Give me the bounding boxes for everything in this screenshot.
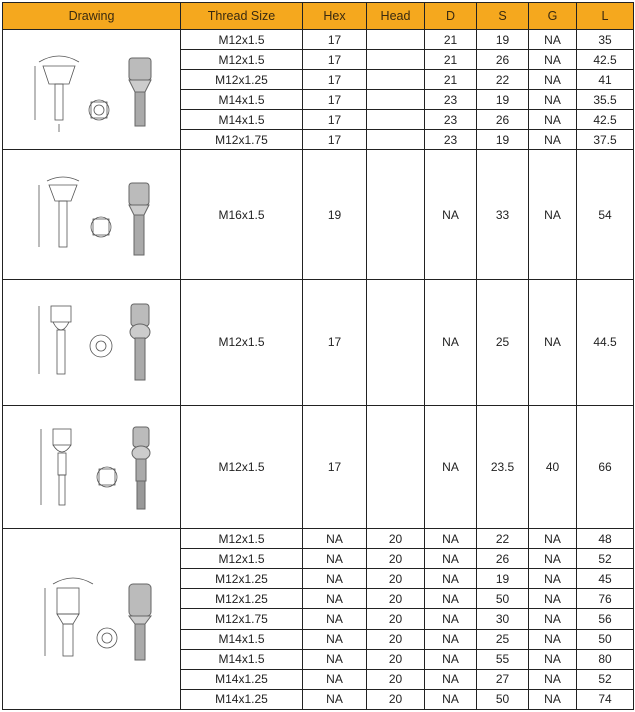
s-cell: 27 [477,669,529,689]
d-cell: NA [425,549,477,569]
col-header-drawing: Drawing [3,3,181,30]
d-cell: NA [425,280,477,406]
s-cell: 25 [477,280,529,406]
d-cell: 23 [425,110,477,130]
head-cell: 20 [367,669,425,689]
thread-size-cell: M12x1.25 [181,569,303,589]
d-cell: 23 [425,90,477,110]
l-cell: 45 [577,569,634,589]
hex-cell: NA [303,649,367,669]
g-cell: NA [529,90,577,110]
g-cell: NA [529,589,577,609]
head-cell: 20 [367,589,425,609]
head-cell: 20 [367,689,425,709]
l-cell: 74 [577,689,634,709]
thread-size-cell: M14x1.25 [181,669,303,689]
table-row [3,405,634,529]
head-cell [367,110,425,130]
cone-seat-long-bolt-drawing-icon [3,165,180,265]
g-cell: NA [529,549,577,569]
l-cell: 48 [577,529,634,549]
d-cell: NA [425,649,477,669]
head-cell [367,405,425,529]
thread-size-cell: M12x1.5 [181,529,303,549]
s-cell: 26 [477,50,529,70]
table-row [3,529,634,549]
d-cell: NA [425,150,477,280]
s-cell: 30 [477,609,529,629]
l-cell: 54 [577,150,634,280]
s-cell: 19 [477,90,529,110]
table-row [3,150,634,280]
g-cell: NA [529,110,577,130]
drawing-cell [3,280,181,406]
thread-size-cell: M12x1.75 [181,609,303,629]
hex-cell: NA [303,669,367,689]
col-header-s: S [477,3,529,30]
g-cell: NA [529,50,577,70]
drawing-cell [3,150,181,280]
hex-cell: 17 [303,90,367,110]
g-cell: NA [529,569,577,589]
s-cell: 22 [477,70,529,90]
head-cell [367,30,425,50]
col-header-g: G [529,3,577,30]
hex-cell: NA [303,549,367,569]
head-cell [367,90,425,110]
d-cell: NA [425,569,477,589]
head-cell: 20 [367,529,425,549]
hex-cell: 17 [303,110,367,130]
hex-cell: 17 [303,70,367,90]
l-cell: 42.5 [577,50,634,70]
stepped-ball-bolt-drawing-icon [3,417,180,517]
thread-size-cell: M12x1.5 [181,549,303,569]
g-cell: NA [529,30,577,50]
g-cell: 40 [529,405,577,529]
hex-cell: 17 [303,30,367,50]
s-cell: 19 [477,130,529,150]
head-cell: 20 [367,569,425,589]
thread-size-cell: M12x1.75 [181,130,303,150]
hex-cell: NA [303,689,367,709]
l-cell: 35.5 [577,90,634,110]
thread-size-cell: M14x1.5 [181,649,303,669]
header-row [3,3,634,30]
hex-cell: NA [303,569,367,589]
hex-cell: 17 [303,130,367,150]
head-cell [367,280,425,406]
head-cell [367,130,425,150]
thread-size-cell: M14x1.5 [181,629,303,649]
g-cell: NA [529,629,577,649]
head-cell [367,150,425,280]
col-header-thread-size: Thread Size [181,3,303,30]
thread-size-cell: M16x1.5 [181,150,303,280]
table-row [3,30,634,50]
thread-size-cell: M12x1.5 [181,50,303,70]
thread-size-cell: M12x1.5 [181,30,303,50]
g-cell: NA [529,529,577,549]
bolt-spec-table [2,2,634,710]
head-cell: 20 [367,609,425,629]
l-cell: 52 [577,549,634,569]
d-cell: 21 [425,50,477,70]
hex-cell: NA [303,529,367,549]
col-header-head: Head [367,3,425,30]
d-cell: NA [425,629,477,649]
hex-cell: NA [303,629,367,649]
g-cell: NA [529,280,577,406]
s-cell: 55 [477,649,529,669]
cone-seat-bolt-drawing-icon [3,40,180,140]
l-cell: 37.5 [577,130,634,150]
tuner-bolt-drawing-icon [3,564,180,674]
d-cell: 23 [425,130,477,150]
g-cell: NA [529,669,577,689]
d-cell: NA [425,589,477,609]
table-row [3,280,634,406]
thread-size-cell: M12x1.5 [181,405,303,529]
hex-cell: 19 [303,150,367,280]
thread-size-cell: M12x1.5 [181,280,303,406]
d-cell: 21 [425,30,477,50]
g-cell: NA [529,609,577,629]
head-cell: 20 [367,649,425,669]
l-cell: 66 [577,405,634,529]
g-cell: NA [529,689,577,709]
hex-cell: NA [303,589,367,609]
d-cell: NA [425,669,477,689]
s-cell: 33 [477,150,529,280]
l-cell: 42.5 [577,110,634,130]
hex-cell: 17 [303,280,367,406]
col-header-d: D [425,3,477,30]
thread-size-cell: M14x1.25 [181,689,303,709]
s-cell: 19 [477,569,529,589]
thread-size-cell: M12x1.25 [181,589,303,609]
l-cell: 41 [577,70,634,90]
drawing-cell [3,30,181,150]
s-cell: 26 [477,549,529,569]
l-cell: 52 [577,669,634,689]
s-cell: 50 [477,589,529,609]
d-cell: NA [425,689,477,709]
head-cell: 20 [367,549,425,569]
thread-size-cell: M12x1.25 [181,70,303,90]
l-cell: 80 [577,649,634,669]
d-cell: 21 [425,70,477,90]
head-cell [367,50,425,70]
drawing-cell [3,529,181,710]
ball-seat-bolt-drawing-icon [3,292,180,392]
hex-cell: 17 [303,405,367,529]
head-cell: 20 [367,629,425,649]
l-cell: 44.5 [577,280,634,406]
hex-cell: 17 [303,50,367,70]
g-cell: NA [529,649,577,669]
g-cell: NA [529,130,577,150]
head-cell [367,70,425,90]
thread-size-cell: M14x1.5 [181,90,303,110]
col-header-hex: Hex [303,3,367,30]
s-cell: 26 [477,110,529,130]
l-cell: 35 [577,30,634,50]
g-cell: NA [529,70,577,90]
hex-cell: NA [303,609,367,629]
l-cell: 76 [577,589,634,609]
l-cell: 56 [577,609,634,629]
d-cell: NA [425,405,477,529]
thread-size-cell: M14x1.5 [181,110,303,130]
s-cell: 50 [477,689,529,709]
drawing-cell [3,405,181,529]
d-cell: NA [425,529,477,549]
d-cell: NA [425,609,477,629]
s-cell: 19 [477,30,529,50]
s-cell: 22 [477,529,529,549]
spec-body [3,30,634,710]
l-cell: 50 [577,629,634,649]
s-cell: 23.5 [477,405,529,529]
s-cell: 25 [477,629,529,649]
col-header-l: L [577,3,634,30]
g-cell: NA [529,150,577,280]
